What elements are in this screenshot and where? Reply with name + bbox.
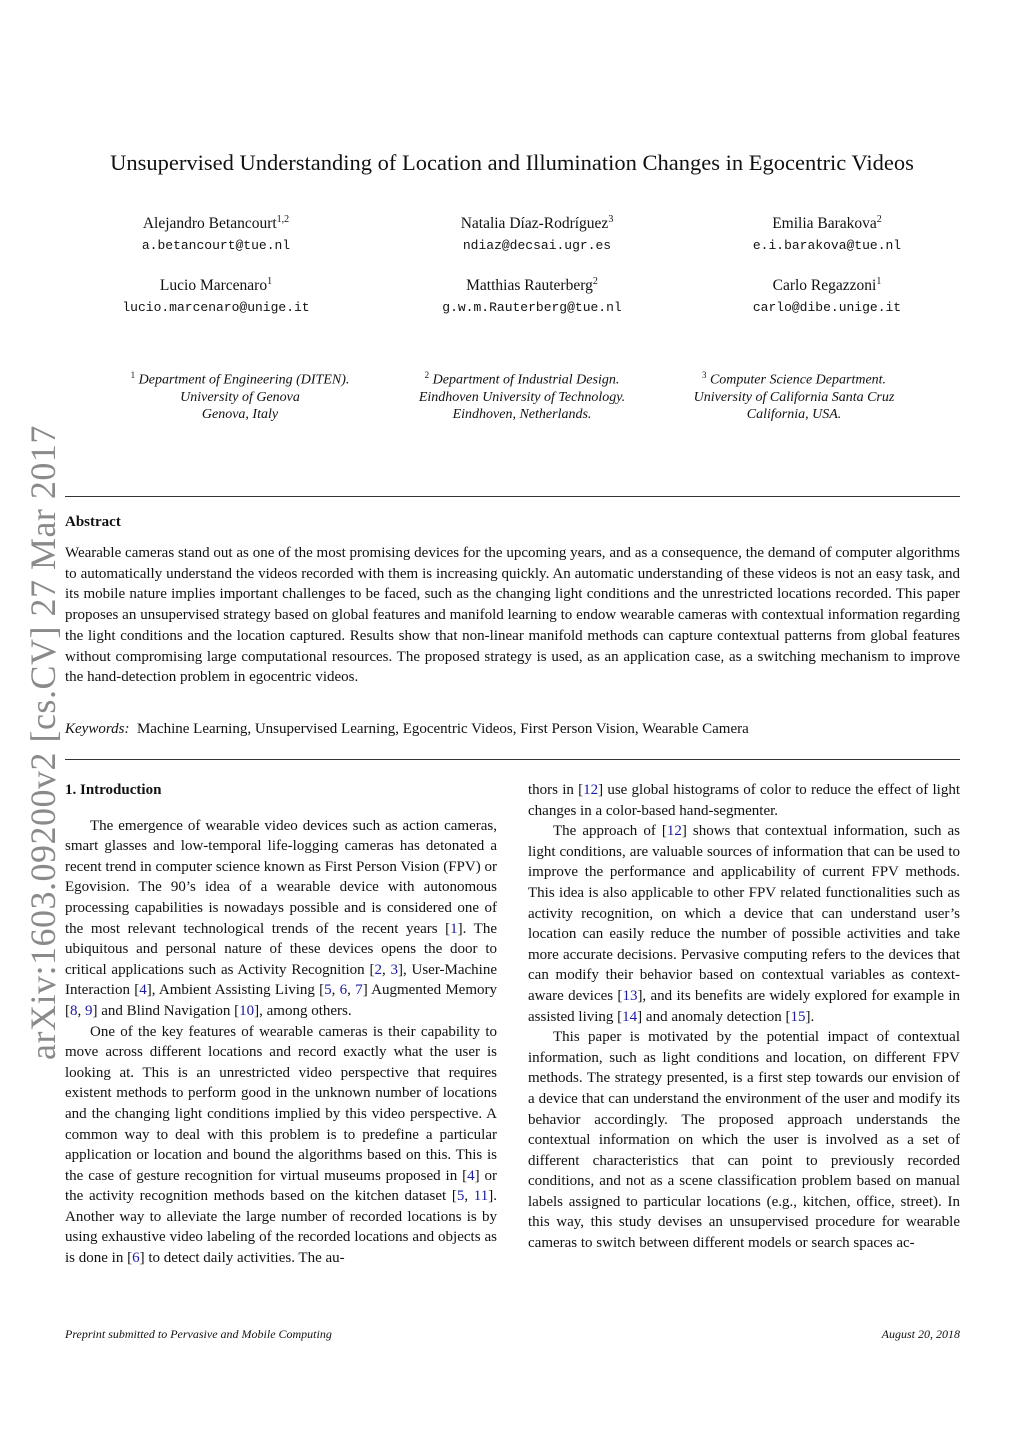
left-column <box>65 780 497 1269</box>
affiliation-line: University of California Santa Cruz <box>693 389 895 405</box>
citation-link[interactable]: 10 <box>239 1002 255 1019</box>
author-email[interactable]: carlo@dibe.unige.it <box>752 300 902 316</box>
affiliation-sup: 1 <box>130 370 136 380</box>
affiliation-sup: 2 <box>424 370 430 380</box>
affiliation-sup: 3 <box>701 370 707 380</box>
author-email[interactable]: a.betancourt@tue.nl <box>141 238 291 254</box>
paragraph <box>528 780 960 821</box>
citation-link[interactable]: 4 <box>139 982 147 999</box>
abstract-heading: Abstract <box>65 514 121 530</box>
divider <box>65 759 960 760</box>
keywords-line <box>65 721 960 738</box>
paragraph: This paper is motivated by the potential impact of contextual information, such as light conditions and location, on different FPV methods. The strategy presented, is a first step towards our envision of a device that can understand the environment of the user and modify its behavior accordingly. The proposed approach understands the contextual information on which the user is involved as a set of different characteristics that can point to previously recorded conditions, and not as a scene classification problem based on manual labels assigned to particular locations (e.g., kitchen, office, street). In this way, this study devises an unsupervised procedure for wearable cameras to switch between different models or search spaces ac- <box>528 1029 960 1252</box>
author-block <box>677 210 977 256</box>
citation-link[interactable]: 2 <box>374 961 382 978</box>
citation-link[interactable]: 12 <box>583 782 599 798</box>
text-run: ] shows that contextual information, such as light conditions, are valuable sources of information that can be used to improve the performance and applicability of current FPV methods. This idea is also applicable to other FPV related functionalities such as activity recognition, on which a device that can understand user’s location can easily reduce the number of possible activities and take more accurate decisions. Pervasive computing refers to the devices that can modify their behavior based on contextual variables as context-aware devices [ <box>528 823 960 1004</box>
affiliation-block <box>372 367 672 423</box>
citation-link[interactable]: 4 <box>467 1167 475 1184</box>
text-run: ] use global histograms of color to reduce the effect of light changes in a color-based hand-segmenter. <box>528 782 960 819</box>
author-sup: 3 <box>608 214 614 225</box>
paragraph <box>65 1022 497 1269</box>
text-run: ], among others. <box>254 1002 352 1019</box>
arxiv-stamp: arXiv:1603.09200v2 [cs.CV] 27 Mar 2017 <box>23 425 63 1060</box>
text-run: The approach of [ <box>553 823 667 840</box>
citation-link[interactable]: 6 <box>339 982 348 999</box>
citation-link[interactable]: 6 <box>132 1250 140 1267</box>
citation-link[interactable]: 1 <box>450 920 458 937</box>
affiliation-line: Eindhoven University of Technology. <box>418 389 626 405</box>
author-name: Matthias Rauterberg <box>466 277 593 295</box>
text-run: The emergence of wearable video devices such as action cameras, smart glasses and low-temporal life-logging cameras has detonated a recent trend in computer science known as First Person Vision (FPV) or Egovision. The 90’s idea of a wearable device with autonomous processing capabilities is nowadays possible and is considered one of the most relevant technological trends of the recent years [ <box>65 817 497 937</box>
footer-date: August 20, 2018 <box>881 1327 960 1341</box>
text-run: ], and its benefits are widely explored for example in assisted living [ <box>528 987 961 1025</box>
affiliation-line: California, USA. <box>746 406 842 422</box>
citation-link[interactable]: 7 <box>355 982 363 999</box>
text-run: ], Ambient Assisting Living [ <box>146 982 325 999</box>
citation-link[interactable]: 5 <box>456 1188 465 1205</box>
author-sup: 2 <box>592 276 598 287</box>
paper-title: Unsupervised Understanding of Location and Illumination Changes in Egocentric Videos <box>110 150 914 175</box>
affiliation-line: Eindhoven, Netherlands. <box>452 406 592 422</box>
affiliation-line: Computer Science Department. <box>709 372 887 388</box>
author-block <box>387 210 687 256</box>
keywords-text: Machine Learning, Unsupervised Learning, Egocentric Videos, First Person Vision, Wearable Camera <box>136 721 749 737</box>
section-heading: 1. Introduction <box>65 782 162 798</box>
author-block <box>66 272 366 318</box>
citation-link[interactable]: 12 <box>666 823 682 840</box>
text-run: ] and Blind Navigation [ <box>92 1002 240 1019</box>
citation-link[interactable]: 5 <box>324 982 332 999</box>
abstract-text: Wearable cameras stand out as one of the most promising devices for the upcoming years, and as a consequence, the demand of computer algorithms to automatically understand the videos recorded with them is increasing quickly. An automatic understanding of these videos is not an easy task, and its mobile nature implies important challenges to be faced, such as the changing light conditions and the unrestricted locations recorded. This paper proposes an unsupervised strategy based on global features and manifold learning to endow wearable cameras with contextual information regarding the light conditions and the location captured. Results show that non-linear manifold methods can capture contextual patterns from global features without compromising large computational resources. The proposed strategy is used, as an application case, as a switching mechanism to improve the hand-detection problem in egocentric videos. <box>65 545 960 686</box>
author-name: Natalia Díaz-Rodríguez <box>460 215 609 233</box>
text-run: ] and anomaly detection [ <box>637 1008 791 1025</box>
citation-link[interactable]: 13 <box>622 987 638 1004</box>
text-run: , <box>77 1002 85 1019</box>
affiliation-line: Department of Industrial Design. <box>432 372 620 388</box>
text-run: , <box>464 1188 474 1205</box>
affiliation-line: Genova, Italy <box>201 406 279 422</box>
citation-link[interactable]: 14 <box>622 1008 638 1025</box>
affiliation-line: University of Genova <box>180 389 300 405</box>
author-name: Emilia Barakova <box>772 215 877 233</box>
author-name: Lucio Marcenaro <box>159 277 268 295</box>
divider <box>65 496 960 497</box>
text-run: ]. The ubiquitous and personal nature of these devices opens the door to critical applications such as Activity Recognition [ <box>65 920 498 978</box>
author-sup: 1 <box>267 276 273 287</box>
author-sup: 1 <box>876 276 882 287</box>
citation-link[interactable]: 3 <box>390 961 398 978</box>
author-block <box>382 272 682 318</box>
text-run: , <box>381 961 391 978</box>
citation-link[interactable]: 8 <box>70 1002 78 1019</box>
author-sup: 2 <box>876 214 882 225</box>
affiliation-block <box>644 367 944 423</box>
affiliation-block <box>90 367 390 423</box>
author-sup: 1,2 <box>276 214 290 225</box>
text-run: ] or the activity recognition methods based on the kitchen dataset [ <box>65 1167 497 1205</box>
author-name: Carlo Regazzoni <box>772 277 877 295</box>
text-run: , <box>347 982 356 999</box>
author-email[interactable]: lucio.marcenaro@unige.it <box>122 300 310 316</box>
citation-link[interactable]: 15 <box>790 1008 806 1025</box>
text-run: ]. <box>805 1008 815 1025</box>
text-run: ], User-Machine Interaction [ <box>65 961 497 999</box>
text-run: ]. Another way to alleviate the large number of recorded locations is by using exhaustive video labeling of the recorded locations and objects as is done in [ <box>65 1188 497 1267</box>
citation-link[interactable]: 9 <box>85 1002 93 1019</box>
author-block <box>66 210 366 256</box>
author-name: Alejandro Betancourt <box>142 215 277 233</box>
footer-preprint: Preprint submitted to Pervasive and Mobile Computing <box>65 1327 332 1341</box>
affiliation-line: Department of Engineering (DITEN). <box>138 372 350 388</box>
keywords-label: Keywords: <box>65 721 130 737</box>
paragraph <box>65 816 497 1022</box>
author-email[interactable]: ndiaz@decsai.ugr.es <box>462 238 612 254</box>
author-block <box>677 272 977 318</box>
text-run: ] Augmented Memory [ <box>65 982 498 1019</box>
text-run: , <box>331 982 340 999</box>
author-email[interactable]: e.i.barakova@tue.nl <box>752 238 902 254</box>
paragraph <box>528 821 960 1027</box>
text-run: One of the key features of wearable cameras is their capability to move across different locations and record exactly what the user is looking at. This is an unrestricted video perspective that requires existent methods to perform good in the unknown number of locations and the changing light conditions implied by this video perspective. A common way to deal with this problem is to predefine a particular application or location and bound the algorithms based on this. This is the case of gesture recognition for virtual museums proposed in [ <box>65 1023 497 1184</box>
right-column <box>528 780 960 1254</box>
text-run: thors in [ <box>528 782 584 798</box>
author-email[interactable]: g.w.m.Rauterberg@tue.nl <box>442 300 622 316</box>
citation-link[interactable]: 11 <box>473 1188 489 1205</box>
text-run: ] to detect daily activities. The au- <box>139 1250 345 1267</box>
